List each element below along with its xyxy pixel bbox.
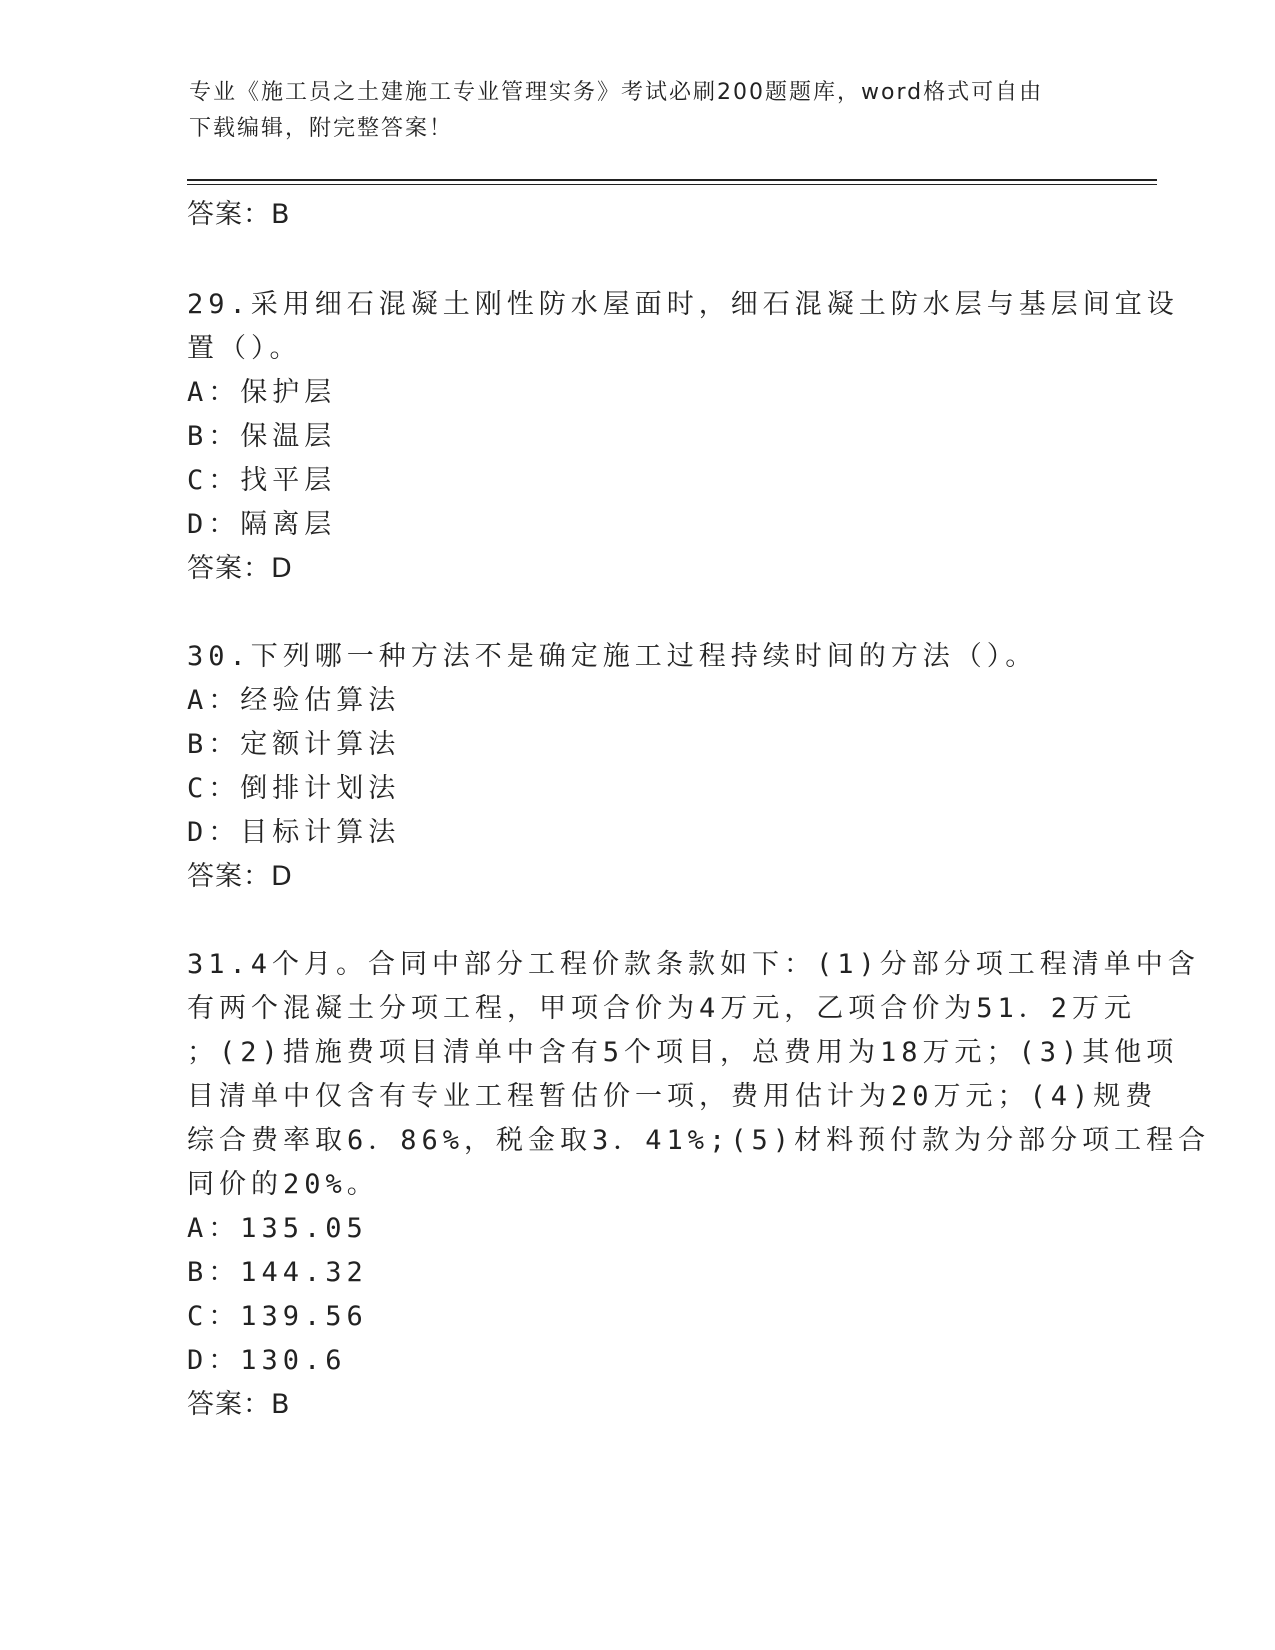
header-line-2: 下载编辑，附完整答案！	[189, 116, 454, 141]
q31-text-line-4: 目清单中仅含有专业工程暂估价一项，费用估计为20万元；(4)规费	[187, 1081, 1158, 1112]
header-line-1: 专业《施工员之土建施工专业管理实务》考试必刷200题题库，word格式可自由	[189, 80, 1044, 105]
q30-answer: 答案：D	[187, 861, 293, 892]
q31-option-b: B：144.32	[187, 1257, 368, 1288]
q31-text-line-6: 同价的20%。	[187, 1169, 379, 1200]
q29-answer: 答案：D	[187, 553, 293, 584]
q29-option-c: C：找平层	[187, 465, 337, 496]
q30-text-line-1: 30.下列哪一种方法不是确定施工过程持续时间的方法（）。	[187, 641, 1038, 672]
q30-option-b: B：定额计算法	[187, 729, 401, 760]
q29-text-line-1: 29.采用细石混凝土刚性防水屋面时，细石混凝土防水层与基层间宜设	[187, 289, 1179, 320]
q31-text-line-5: 综合费率取6．86%，税金取3．41%;(5)材料预付款为分部分项工程合	[187, 1125, 1211, 1156]
header-rule-thick	[187, 179, 1157, 181]
header-rule-thin	[187, 184, 1157, 185]
q30-option-c: C：倒排计划法	[187, 773, 401, 804]
q29-option-d: D：隔离层	[187, 509, 337, 540]
q31-text-line-3: ；(2)措施费项目清单中含有5个项目，总费用为18万元；(3)其他项	[187, 1037, 1179, 1068]
page-header	[189, 75, 1089, 147]
q29-text-line-2: 置（）。	[187, 333, 302, 364]
q29-option-a: A：保护层	[187, 377, 337, 408]
q31-text-line-2: 有两个混凝土分项工程，甲项合价为4万元，乙项合价为51．2万元	[187, 993, 1137, 1024]
q29-option-b: B：保温层	[187, 421, 337, 452]
q31-text-line-1: 31.4个月。合同中部分工程价款条款如下：(1)分部分项工程清单中含	[187, 949, 1200, 980]
q31-option-d: D：130.6	[187, 1345, 347, 1376]
q31-option-c: C：139.56	[187, 1301, 368, 1332]
q31-answer: 答案：B	[187, 1389, 291, 1420]
answer-previous: 答案：B	[187, 199, 291, 230]
q30-option-d: D：目标计算法	[187, 817, 401, 848]
q31-option-a: A：135.05	[187, 1213, 368, 1244]
q30-option-a: A：经验估算法	[187, 685, 401, 716]
